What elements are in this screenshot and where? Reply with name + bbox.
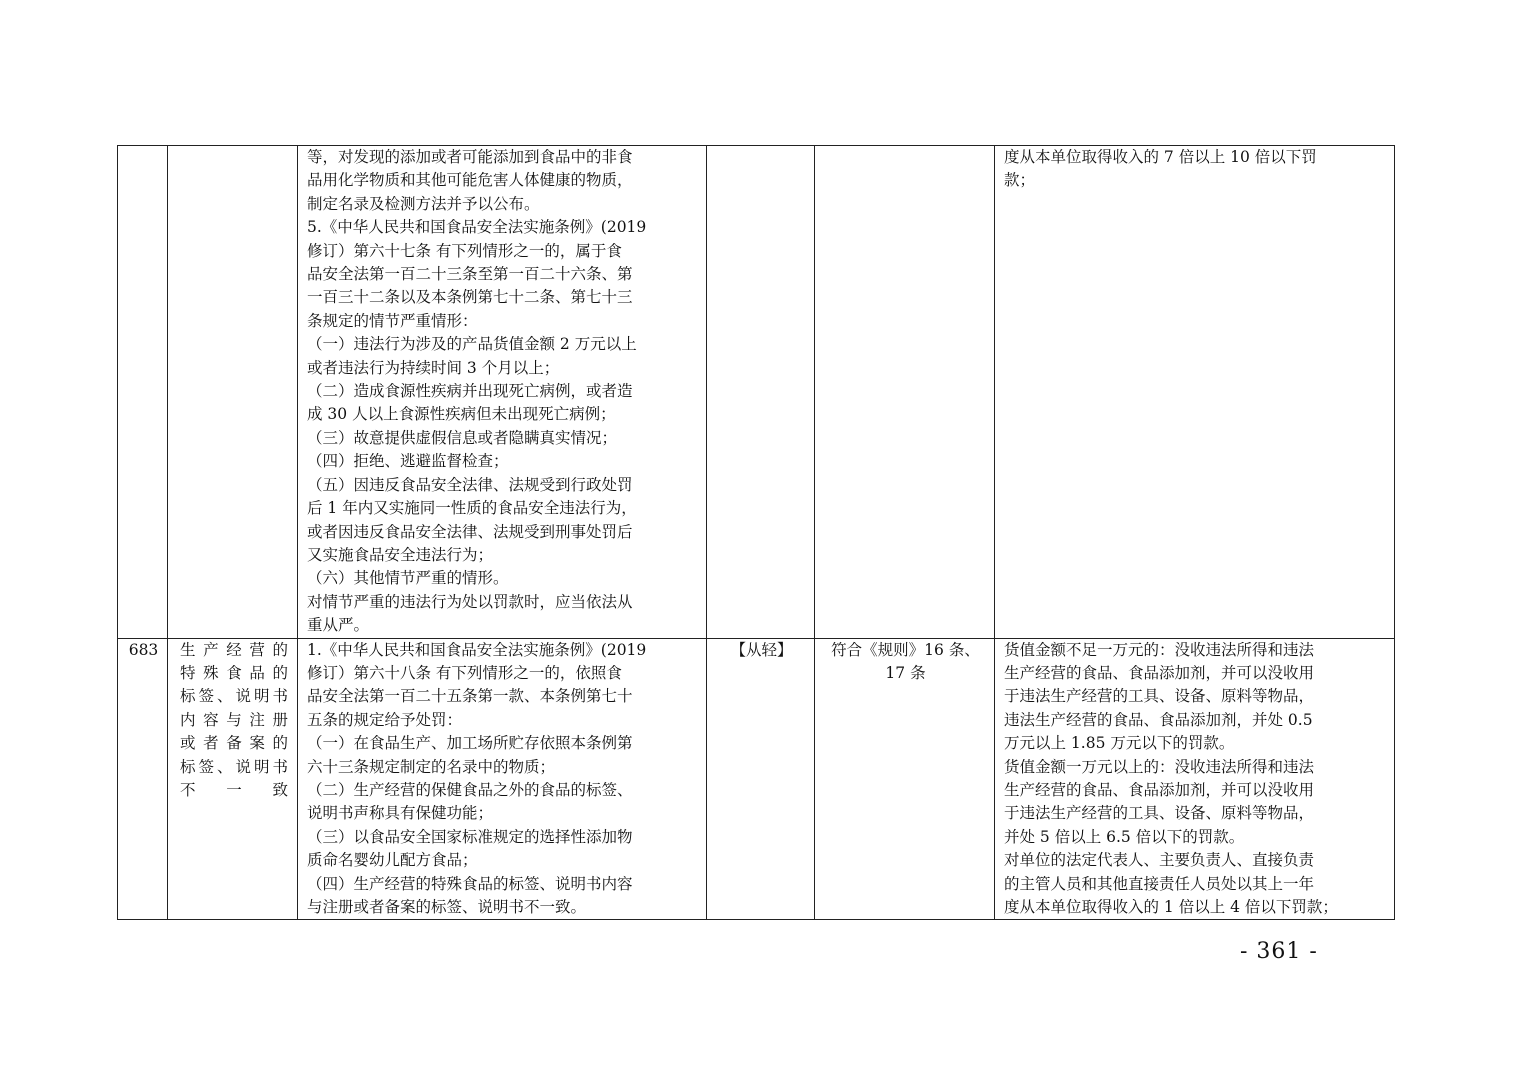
applicable-condition-cell	[815, 638, 995, 920]
row-number-cell	[118, 638, 168, 920]
penalty-standard-line: 违法生产经营的食品、食品添加剂，并处 0.5	[1004, 710, 1313, 729]
legal-basis-line: 说明书声称具有保健功能；	[307, 804, 494, 823]
legal-basis-line: （六）其他情节严重的情形。	[307, 569, 509, 588]
penalty-standard-cell	[995, 638, 1395, 920]
penalty-standard-line: 于违法生产经营的工具、设备、原料等物品，	[1004, 804, 1315, 823]
legal-basis-line: （一）在食品生产、加工场所贮存依照本条例第	[307, 734, 633, 753]
applicable-condition-line: 17 条	[885, 663, 926, 682]
legal-basis-line: （五）因违反食品安全法律、法规受到行政处罚	[307, 475, 633, 494]
table-body	[118, 146, 1395, 920]
legal-basis-line: 制定名录及检测方法并予以公布。	[307, 194, 540, 213]
legal-basis-line: 5.《中华人民共和国食品安全法实施条例》(2019	[307, 218, 647, 237]
penalty-standard-line: 生产经营的食品、食品添加剂，并可以没收用	[1004, 663, 1315, 682]
penalty-table	[117, 145, 1395, 920]
row-number: 683	[128, 640, 159, 659]
legal-basis-line: 一百三十二条以及本条例第七十二条、第七十三	[307, 288, 633, 307]
legal-basis-line: 修订）第六十八条 有下列情形之一的，依照食	[307, 663, 622, 682]
penalty-standard-cell	[995, 146, 1395, 639]
penalty-standard-line: 于违法生产经营的工具、设备、原料等物品，	[1004, 687, 1315, 706]
penalty-standard-line: 度从本单位取得收入的 7 倍以上 10 倍以下罚	[1004, 148, 1317, 166]
legal-basis-line: 等，对发现的添加或者可能添加到食品中的非食	[307, 148, 633, 166]
legal-basis-line: 对情节严重的违法行为处以罚款时，应当依法从	[307, 592, 633, 611]
table-row	[118, 638, 1395, 920]
legal-basis-line: （一）违法行为涉及的产品货值金额 2 万元以上	[307, 335, 637, 354]
legal-basis-line: （二）造成食源性疾病并出现死亡病例，或者造	[307, 382, 633, 401]
legal-basis-cell	[298, 638, 707, 920]
legal-basis-line: （三）以食品安全国家标准规定的选择性添加物	[307, 827, 633, 846]
legal-basis-line: 条规定的情节严重情形：	[307, 311, 478, 330]
violation-name-line: 内 容 与 注 册	[180, 710, 288, 729]
penalty-standard-line: 生产经营的食品、食品添加剂，并可以没收用	[1004, 780, 1315, 799]
penalty-standard-line: 并处 5 倍以上 6.5 倍以下的罚款。	[1004, 827, 1245, 846]
violation-name-line: 或 者 备 案 的	[180, 734, 288, 753]
legal-basis-line: 质命名婴幼儿配方食品；	[307, 851, 478, 870]
penalty-standard-line: 货值金额不足一万元的：没收违法所得和违法	[1004, 640, 1315, 659]
penalty-standard-line: 的主管人员和其他直接责任人员处以其上一年	[1004, 874, 1315, 893]
violation-name-cell	[168, 638, 298, 920]
discretion-level-cell	[707, 146, 815, 639]
legal-basis-line: 成 30 人以上食源性疾病但未出现死亡病例；	[307, 405, 616, 424]
penalty-standard-line: 货值金额一万元以上的：没收违法所得和违法	[1004, 757, 1315, 776]
legal-basis-cell	[298, 146, 707, 639]
applicable-condition-cell	[815, 146, 995, 639]
legal-basis-line: 与注册或者备案的标签、说明书不一致。	[307, 898, 587, 916]
penalty-standard-line: 款；	[1004, 171, 1036, 190]
row-number-cell	[118, 146, 168, 639]
violation-name-cell	[168, 146, 298, 639]
discretion-level: 【从轻】	[730, 640, 793, 659]
legal-basis-line: 后 1 年内又实施同一性质的食品安全违法行为，	[307, 499, 637, 518]
legal-basis-line: （四）生产经营的特殊食品的标签、说明书内容	[307, 874, 633, 893]
table-row	[118, 146, 1395, 639]
discretion-level-cell	[707, 638, 815, 920]
violation-name-line: 生 产 经 营 的	[180, 640, 288, 659]
applicable-condition-line: 符合《规则》16 条、	[831, 640, 980, 659]
violation-name-line: 不一致	[180, 780, 288, 799]
legal-basis-line: 1.《中华人民共和国食品安全法实施条例》(2019	[307, 640, 647, 659]
violation-name-line: 标签、说明书	[180, 757, 288, 776]
legal-basis-line: 品安全法第一百二十三条至第一百二十六条、第	[307, 265, 633, 284]
legal-basis-line: 五条的规定给予处罚：	[307, 710, 463, 729]
penalty-standard-line: 度从本单位取得收入的 1 倍以上 4 倍以下罚款；	[1004, 898, 1338, 916]
penalty-standard-line: 对单位的法定代表人、主要负责人、直接负责	[1004, 851, 1315, 870]
legal-basis-line: （四）拒绝、逃避监督检查；	[307, 452, 509, 471]
legal-basis-line: 或者违法行为持续时间 3 个月以上；	[307, 358, 560, 377]
legal-basis-line: 品安全法第一百二十五条第一款、本条例第七十	[307, 687, 633, 706]
legal-basis-line: 品用化学物质和其他可能危害人体健康的物质，	[307, 171, 633, 190]
penalty-standard-line: 万元以上 1.85 万元以下的罚款。	[1004, 734, 1235, 753]
legal-basis-line: 修订）第六十七条 有下列情形之一的，属于食	[307, 241, 622, 260]
legal-basis-line: 或者因违反食品安全法律、法规受到刑事处罚后	[307, 522, 633, 541]
violation-name-line: 特 殊 食 品 的	[180, 663, 288, 682]
legal-basis-line: 六十三条规定制定的名录中的物质；	[307, 757, 556, 776]
page-number: - 361 -	[1240, 939, 1318, 964]
legal-basis-line: 重从严。	[307, 616, 370, 635]
legal-basis-line: （二）生产经营的保健食品之外的食品的标签、	[307, 780, 633, 799]
legal-basis-line: 又实施食品安全违法行为；	[307, 545, 494, 564]
legal-basis-line: （三）故意提供虚假信息或者隐瞒真实情况；	[307, 428, 618, 447]
violation-name-line: 标签、说明书	[180, 687, 288, 706]
